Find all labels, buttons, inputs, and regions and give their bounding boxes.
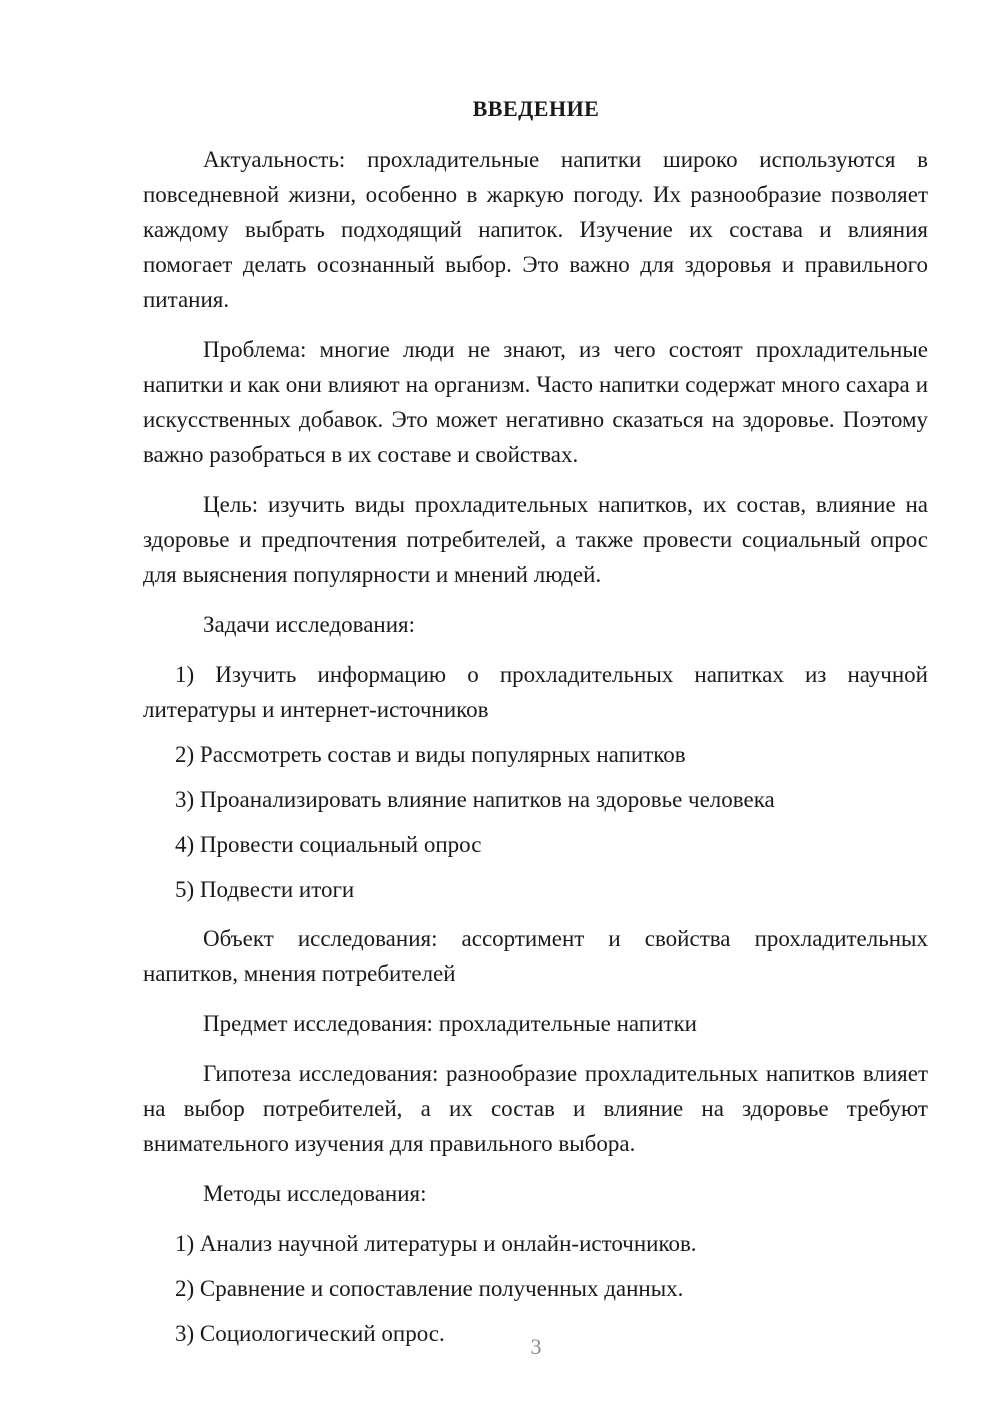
hypothesis-paragraph: Гипотеза исследования: разнообразие прохладительных напитков влияет на выбор потребителей, а их состав и влияние на здоровье требуют внимательного изучения для правильного выбора.: [143, 1061, 928, 1156]
methods-label: Методы исследования:: [203, 1181, 427, 1206]
task-item: 4) Провести социальный опрос: [175, 832, 482, 857]
method-item: 2) Сравнение и сопоставление полученных данных.: [175, 1276, 684, 1301]
page-number: 3: [530, 1334, 542, 1359]
relevance-paragraph: Актуальность: прохладительные напитки широко используются в повседневной жизни, особенно в жаркую погоду. Их разнообразие позволяет каждому выбрать подходящий напиток. Изучение их состава и влияния помогает делать осознанный выбор. Это важно для здоровья и правильного питания.: [143, 147, 928, 312]
page-content: [143, 142, 928, 1365]
object-paragraph: Объект исследования: ассортимент и свойства прохладительных напитков, мнения потребителей: [143, 926, 928, 986]
tasks-label: Задачи исследования:: [203, 612, 416, 637]
problem-paragraph: Проблема: многие люди не знают, из чего состоят прохладительные напитки и как они влияют на организм. Часто напитки содержат много сахара и искусственных добавок. Это может негативно сказаться на здоровье. Поэтому важно разобраться в их составе и свойствах.: [143, 337, 928, 467]
goal-paragraph: Цель: изучить виды прохладительных напитков, их состав, влияние на здоровье и предпочтения потребителей, а также провести социальный опрос для выяснения популярности и мнений людей.: [143, 492, 928, 587]
task-item: 5) Подвести итоги: [175, 877, 355, 902]
task-item: 3) Проанализировать влияние напитков на здоровье человека: [175, 787, 775, 812]
task-item: 1) Изучить информацию о прохладительных напитках из научной литературы и интернет-источников: [143, 662, 928, 722]
task-item: 2) Рассмотреть состав и виды популярных напитков: [175, 742, 686, 767]
page-title: ВВЕДЕНИЕ: [472, 96, 600, 121]
method-item: 1) Анализ научной литературы и онлайн-источников.: [175, 1231, 697, 1256]
subject-paragraph: Предмет исследования: прохладительные напитки: [203, 1011, 697, 1036]
method-item: 3) Социологический опрос.: [175, 1321, 445, 1346]
methods-list: [143, 1226, 928, 1351]
tasks-list: [143, 657, 928, 907]
